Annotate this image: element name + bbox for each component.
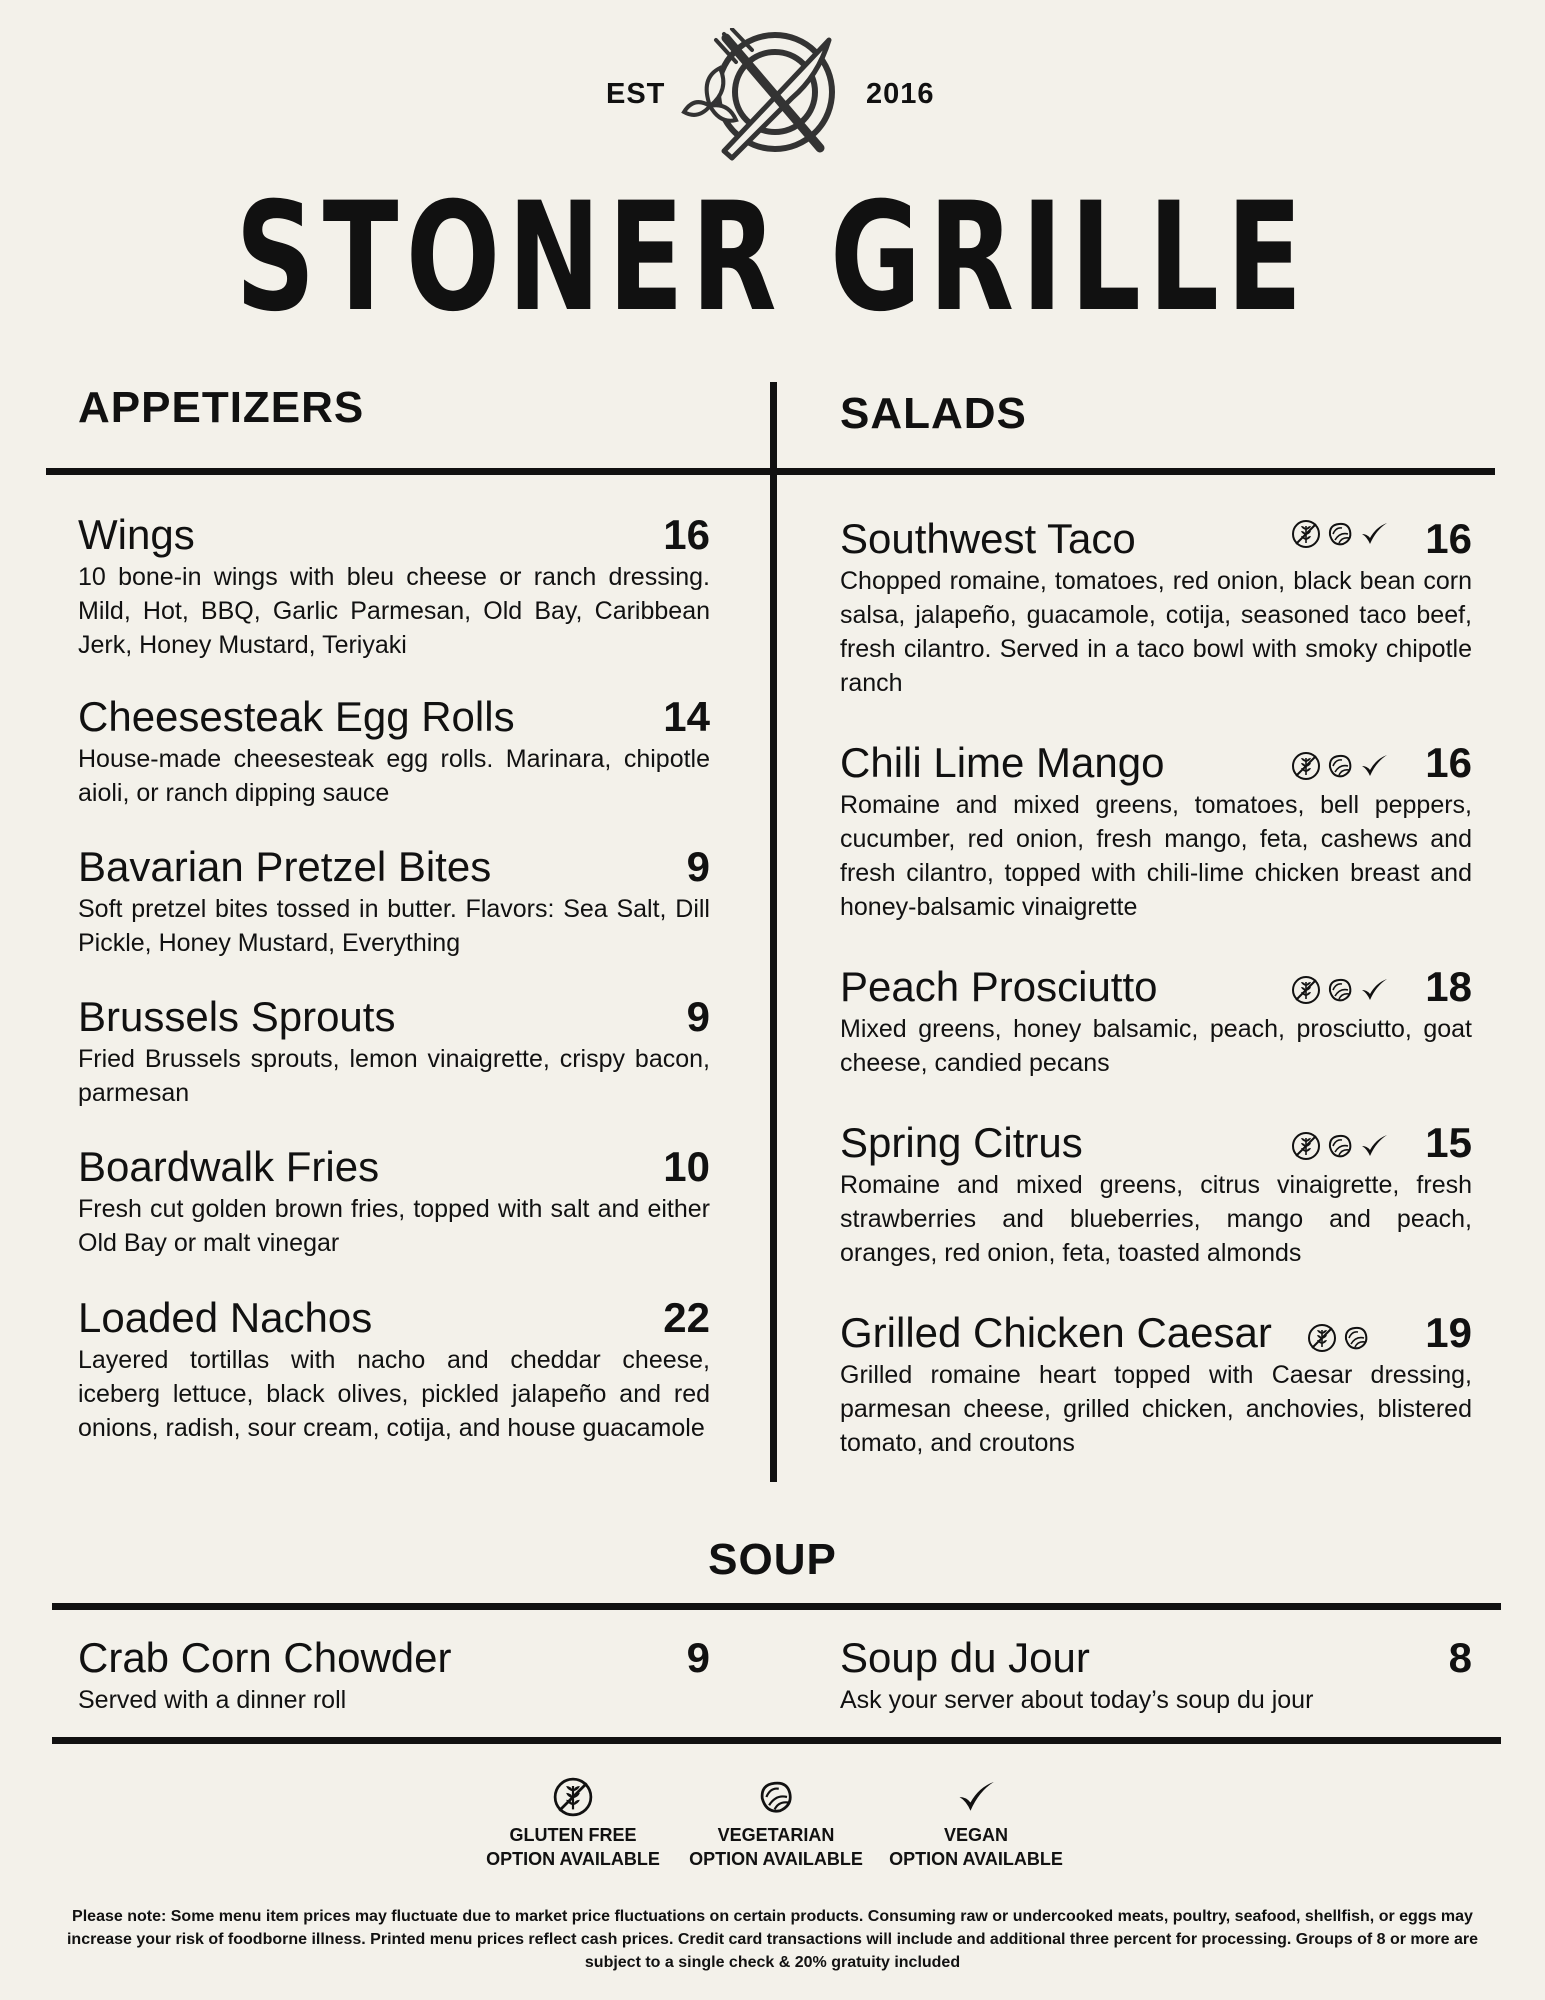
column-divider xyxy=(770,382,777,1482)
vegan-icon xyxy=(1358,750,1390,782)
item-description: Soft pretzel bites tossed in butter. Flavors: Sea Salt, Dill Pickle, Honey Mustard, Everything xyxy=(78,895,710,957)
item-price: 10 xyxy=(663,1143,710,1190)
gluten-free-icon xyxy=(1290,974,1322,1006)
fork-knife-logo-icon xyxy=(680,28,850,163)
item-description: Ask your server about today’s soup du jour xyxy=(840,1686,1314,1714)
legend-label: GLUTEN FREE xyxy=(509,1825,637,1845)
item-description: Layered tortillas with nacho and cheddar cheese, iceberg lettuce, black olives, pickled jalapeño and red onions, radish, sour cream, cotija, and house guacamole xyxy=(78,1346,710,1442)
item-name: Cheesesteak Egg Rolls xyxy=(78,693,515,740)
est-year: 2016 xyxy=(866,78,935,110)
vegan-icon xyxy=(1358,974,1390,1006)
item-description: 10 bone-in wings with bleu cheese or ranch dressing. Mild, Hot, BBQ, Garlic Parmesan, Old Bay, Caribbean Jerk, Honey Mustard, Teriyaki xyxy=(78,563,710,659)
item-name: Loaded Nachos xyxy=(78,1294,373,1341)
legend-label: VEGAN xyxy=(943,1825,1008,1845)
item-price: 9 xyxy=(686,993,710,1040)
gluten-free-icon xyxy=(551,1775,595,1819)
item-name: Bavarian Pretzel Bites xyxy=(78,843,492,890)
item-price: 16 xyxy=(1425,739,1472,786)
diet-icons xyxy=(1290,974,1390,1006)
item-price: 14 xyxy=(663,693,710,740)
menu-item-grilled-chicken-caesar xyxy=(840,1308,1472,1460)
menu-item-cheesesteak-egg-rolls xyxy=(78,692,710,810)
menu-item-peach-prosciutto xyxy=(840,962,1472,1080)
item-name: Soup du Jour xyxy=(840,1634,1090,1681)
item-price: 16 xyxy=(1425,515,1472,562)
vegan-icon xyxy=(1358,1130,1390,1162)
item-description: Grilled romaine heart topped with Caesar dressing, parmesan cheese, grilled chicken, anchovies, blistered tomato, and croutons xyxy=(840,1361,1472,1457)
vegetarian-icon xyxy=(754,1775,798,1819)
menu-item-pretzel-bites xyxy=(78,842,710,960)
item-name: Spring Citrus xyxy=(840,1119,1083,1166)
disclaimer-note: Please note: Some menu item prices may fluctuate due to market price fluctuations on certain products. Consuming raw or undercooked meats, poultry, seafood, shellfish, or eggs may increase your risk of foodborne illness. Printed menu prices reflect cash prices. Credit card transactions will include and additional three percent for processing. Groups of 8 or more are subject to a single check & 20% gratuity included xyxy=(66,1908,1479,1971)
soup-bottom-rule xyxy=(52,1737,1501,1744)
gluten-free-icon xyxy=(1290,518,1322,550)
vegetarian-icon xyxy=(1324,518,1356,550)
legend-vegan xyxy=(886,1775,1066,1871)
diet-icons xyxy=(1290,518,1390,550)
legend-sublabel: OPTION AVAILABLE xyxy=(889,1849,1063,1869)
menu-item-brussels-sprouts xyxy=(78,992,710,1110)
menu-item-wings xyxy=(78,510,710,662)
gluten-free-icon xyxy=(1290,750,1322,782)
item-name: Chili Lime Mango xyxy=(840,739,1165,786)
legend-sublabel: OPTION AVAILABLE xyxy=(689,1849,863,1869)
item-name: Boardwalk Fries xyxy=(78,1143,380,1190)
menu-item-spring-citrus xyxy=(840,1118,1472,1270)
salads-heading: SALADS xyxy=(840,389,1027,438)
item-name: Southwest Taco xyxy=(840,515,1136,562)
item-description: Mixed greens, honey balsamic, peach, prosciutto, goat cheese, candied pecans xyxy=(840,1015,1472,1077)
legend-gluten-free xyxy=(483,1775,663,1871)
item-price: 22 xyxy=(663,1294,710,1341)
item-description: Fresh cut golden brown fries, topped with salt and either Old Bay or malt vinegar xyxy=(78,1195,710,1257)
soup-heading: SOUP xyxy=(708,1535,837,1584)
vegetarian-icon xyxy=(1340,1322,1372,1354)
menu-item-loaded-nachos xyxy=(78,1293,710,1445)
menu-item-chili-lime-mango xyxy=(840,738,1472,924)
vegetarian-icon xyxy=(1324,1130,1356,1162)
diet-icons xyxy=(1290,1130,1390,1162)
diet-icons xyxy=(1290,750,1390,782)
gluten-free-icon xyxy=(1306,1322,1338,1354)
item-description: Romaine and mixed greens, tomatoes, bell peppers, cucumber, red onion, fresh mango, feta, cashews and fresh cilantro, topped with chili-lime chicken breast and honey-balsamic vinaigrette xyxy=(840,791,1472,921)
item-name: Crab Corn Chowder xyxy=(78,1634,452,1681)
item-description: Served with a dinner roll xyxy=(78,1686,347,1714)
item-name: Peach Prosciutto xyxy=(840,963,1158,1010)
item-name: Brussels Sprouts xyxy=(78,993,396,1040)
vegan-icon xyxy=(1358,518,1390,550)
appetizers-heading: APPETIZERS xyxy=(78,383,365,432)
diet-icons xyxy=(1306,1322,1372,1354)
menu-item-boardwalk-fries xyxy=(78,1142,710,1260)
restaurant-name: STONER GRILLE xyxy=(235,171,1310,345)
soup-top-rule xyxy=(52,1603,1501,1610)
item-description: Romaine and mixed greens, citrus vinaigrette, fresh strawberries and blueberries, mango and peach, oranges, red onion, feta, toasted almonds xyxy=(840,1171,1472,1267)
item-price: 9 xyxy=(686,1634,710,1681)
gluten-free-icon xyxy=(1290,1130,1322,1162)
vegan-icon xyxy=(954,1775,998,1819)
item-price: 15 xyxy=(1425,1119,1472,1166)
item-price: 8 xyxy=(1448,1634,1472,1681)
menu-item-crab-corn-chowder xyxy=(78,1633,710,1717)
item-description: Chopped romaine, tomatoes, red onion, black bean corn salsa, jalapeño, guacamole, cotija, seasoned taco beef, fresh cilantro. Served in a taco bowl with smoky chipotle ranch xyxy=(840,567,1472,697)
item-price: 9 xyxy=(686,843,710,890)
est-label: EST xyxy=(606,78,666,110)
vegetarian-icon xyxy=(1324,750,1356,782)
item-description: House-made cheesesteak egg rolls. Marinara, chipotle aioli, or ranch dipping sauce xyxy=(78,745,710,807)
item-price: 16 xyxy=(663,511,710,558)
menu-item-southwest-taco xyxy=(840,514,1472,700)
item-name: Wings xyxy=(78,511,195,558)
vegetarian-icon xyxy=(1324,974,1356,1006)
item-description: Fried Brussels sprouts, lemon vinaigrette, crispy bacon, parmesan xyxy=(78,1045,710,1107)
legend-vegetarian xyxy=(686,1775,866,1871)
item-name: Grilled Chicken Caesar xyxy=(840,1309,1272,1356)
menu-item-soup-du-jour xyxy=(840,1633,1472,1717)
legend-label: VEGETARIAN xyxy=(717,1825,835,1845)
item-price: 18 xyxy=(1425,963,1472,1010)
legend-sublabel: OPTION AVAILABLE xyxy=(486,1849,660,1869)
item-price: 19 xyxy=(1425,1309,1472,1356)
